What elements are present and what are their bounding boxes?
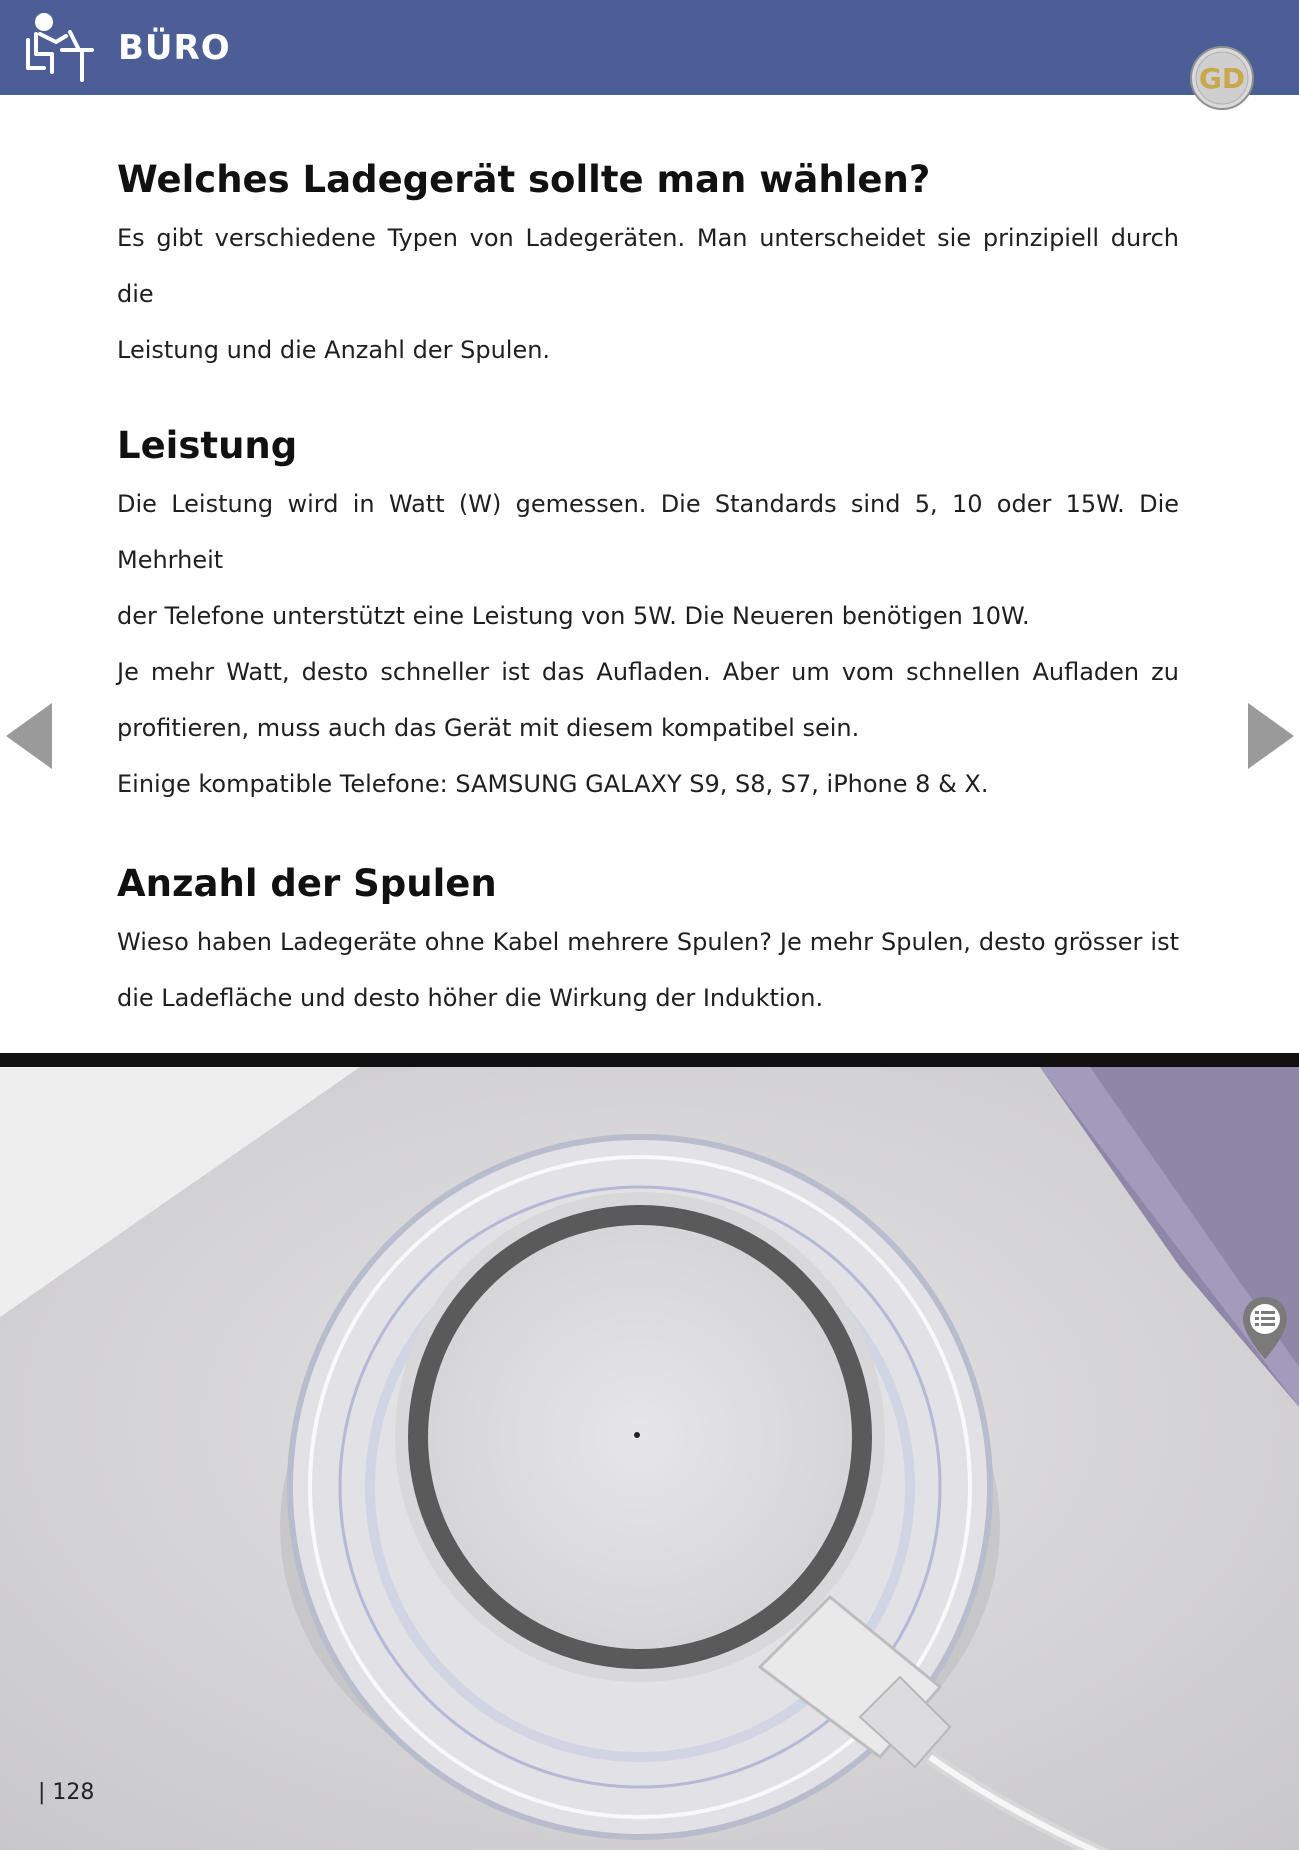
table-of-contents-icon[interactable] [1240,1295,1290,1361]
header-title: BÜRO [118,28,231,68]
gd-logo-badge[interactable] [1188,44,1256,112]
article-content [117,150,1179,1026]
paragraph-line: Es gibt verschiedene Typen von Ladegeräten. Man unterscheidet sie prinzipiell durch die [117,224,1179,308]
paragraph-line: Einige kompatible Telefone: SAMSUNG GALAXY S9, S8, S7, iPhone 8 & X. [117,770,989,798]
paragraph-line: die Ladefläche und desto höher die Wirkung der Induktion. [117,984,824,1012]
wireless-charger-photo [0,1053,1299,1850]
section-heading: Welches Ladegerät sollte man wählen? [117,158,931,201]
paragraph-line: profitieren, muss auch das Gerät mit diesem kompatibel sein. [117,714,860,742]
chevron-right-icon[interactable] [1248,703,1294,769]
header-bar [0,0,1299,95]
svg-text:GD: GD [1198,62,1246,95]
chevron-left-icon[interactable] [6,703,52,769]
section-heading: Leistung [117,424,298,467]
office-desk-icon [22,10,94,84]
page-number: | 128 [38,1780,95,1805]
section-heading: Anzahl der Spulen [117,862,497,905]
paragraph-line: Leistung und die Anzahl der Spulen. [117,336,551,364]
paragraph-line: Je mehr Watt, desto schneller ist das Aufladen. Aber um vom schnellen Aufladen zu [117,658,1179,686]
paragraph-line: der Telefone unterstützt eine Leistung von 5W. Die Neueren benötigen 10W. [117,602,1030,630]
paragraph-line: Die Leistung wird in Watt (W) gemessen. Die Standards sind 5, 10 oder 15W. Die Mehrheit [117,490,1179,574]
paragraph-line: Wieso haben Ladegeräte ohne Kabel mehrere Spulen? Je mehr Spulen, desto grösser ist [117,928,1179,956]
